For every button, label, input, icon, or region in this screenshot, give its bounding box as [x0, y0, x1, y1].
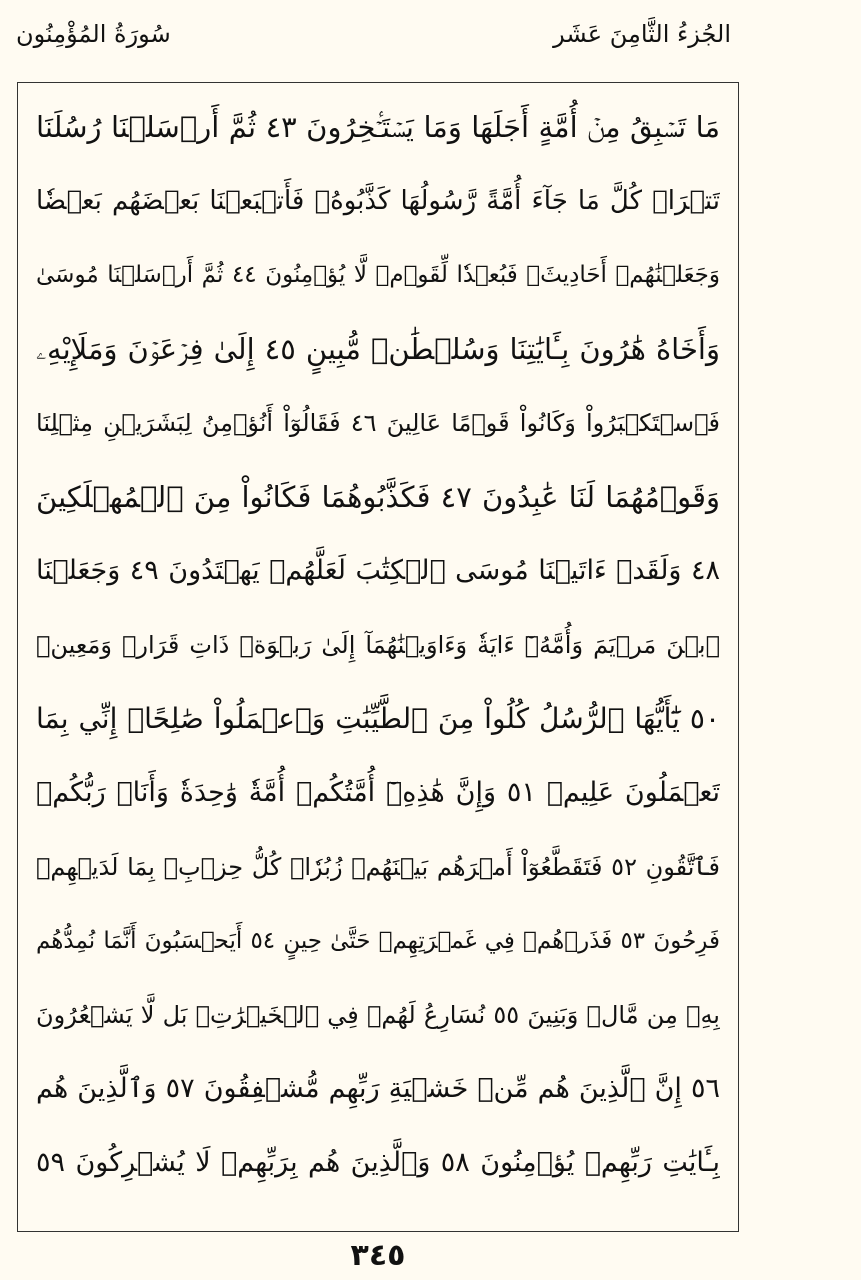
text-line-11: فَٱتَّقُونِ ٥٢ فَتَقَطَّعُوٓاْ أَمۡرَهُم بَيۡنَهُمۡ زُبُرٗاۖ كُلُّ حِزۡبِۭ بِمَا لَدَيۡهِمۡ	[36, 853, 720, 881]
text-line-12: فَرِحُونَ ٥٣ فَذَرۡهُمۡ فِي غَمۡرَتِهِمۡ حَتَّىٰ حِينٍ ٥٤ أَيَحۡسَبُونَ أَنَّمَا نُمِدُّهُم	[36, 928, 720, 954]
text-line-5: فَٱسۡتَكۡبَرُواْ وَكَانُواْ قَوۡمًا عَالِينَ ٤٦ فَقَالُوٓاْ أَنُؤۡمِنُ لِبَشَرَيۡنِ مِثۡلِنَا	[36, 409, 720, 437]
verse-text	[18, 83, 738, 1231]
text-line-8: ٱبۡنَ مَرۡيَمَ وَأُمَّهُۥٓ ءَايَةٗ وَءَاوَيۡنَٰهُمَآ إِلَىٰ رَبۡوَةٖ ذَاتِ قَرَارٖ وَمَعِينٖ	[36, 631, 720, 659]
text-line-7: ٤٨ وَلَقَدۡ ءَاتَيۡنَا مُوسَى ٱلۡكِتَٰبَ لَعَلَّهُمۡ يَهۡتَدُونَ ٤٩ وَجَعَلۡنَا	[36, 555, 720, 586]
text-line-15: بِـَٔايَٰتِ رَبِّهِمۡ يُؤۡمِنُونَ ٥٨ وَٱلَّذِينَ هُم بِرَبِّهِمۡ لَا يُشۡرِكُونَ ٥٩	[36, 1147, 720, 1178]
text-line-14: ٥٦ إِنَّ ٱلَّذِينَ هُم مِّنۡ خَشۡيَةِ رَبِّهِم مُّشۡفِقُونَ ٥٧ وَٱلَّذِينَ هُم	[36, 1073, 720, 1104]
surah-title: سُورَةُ المُؤْمِنُون	[16, 20, 171, 48]
juz-title: الجُزءُ الثَّامِنَ عَشَر	[553, 20, 731, 48]
text-line-2: تَتۡرَاۖ كُلَّ مَا جَآءَ أُمَّةً رَّسُولُهَا كَذَّبُوهُۖ فَأَتۡبَعۡنَا بَعۡضَهُم بَعۡضٗا	[36, 186, 720, 216]
text-line-3: وَجَعَلۡنَٰهُمۡ أَحَادِيثَۚ فَبُعۡدٗا لِّقَوۡمٖ لَّا يُؤۡمِنُونَ ٤٤ ثُمَّ أَرۡسَلۡنَا مُوسَىٰ	[36, 262, 720, 288]
text-line-9: ٥٠ يَٰٓأَيُّهَا ٱلرُّسُلُ كُلُواْ مِنَ ٱلطَّيِّبَٰتِ وَٱعۡمَلُواْ صَٰلِحًاۖ إِنِّي بِمَا	[36, 702, 720, 735]
text-line-1: مَا تَسۡبِقُ مِنۡ أُمَّةٍ أَجَلَهَا وَمَا يَسۡتَـٔۡخِرُونَ ٤٣ ثُمَّ أَرۡسَلۡنَا رُسُلَنَا	[36, 110, 720, 144]
page-number: ٣٤٥	[350, 1238, 406, 1273]
page-frame	[17, 82, 739, 1232]
text-line-4: وَأَخَاهُ هَٰرُونَ بِـَٔايَٰتِنَا وَسُلۡطَٰنٖ مُّبِينٍ ٤٥ إِلَىٰ فِرۡعَوۡنَ وَمَلَإِيْهِۦ	[36, 332, 720, 366]
text-line-13: بِهِۦ مِن مَّالٖ وَبَنِينَ ٥٥ نُسَارِعُ لَهُمۡ فِي ٱلۡخَيۡرَٰتِۚ بَل لَّا يَشۡعُرُونَ	[36, 1001, 720, 1029]
text-line-10: تَعۡمَلُونَ عَلِيمٞ ٥١ وَإِنَّ هَٰذِهِۦٓ أُمَّتُكُمۡ أُمَّةٗ وَٰحِدَةٗ وَأَنَا۠ رَبُّكُمۡ	[36, 777, 720, 808]
text-line-6: وَقَوۡمُهُمَا لَنَا عَٰبِدُونَ ٤٧ فَكَذَّبُوهُمَا فَكَانُواْ مِنَ ٱلۡمُهۡلَكِينَ	[36, 480, 720, 514]
